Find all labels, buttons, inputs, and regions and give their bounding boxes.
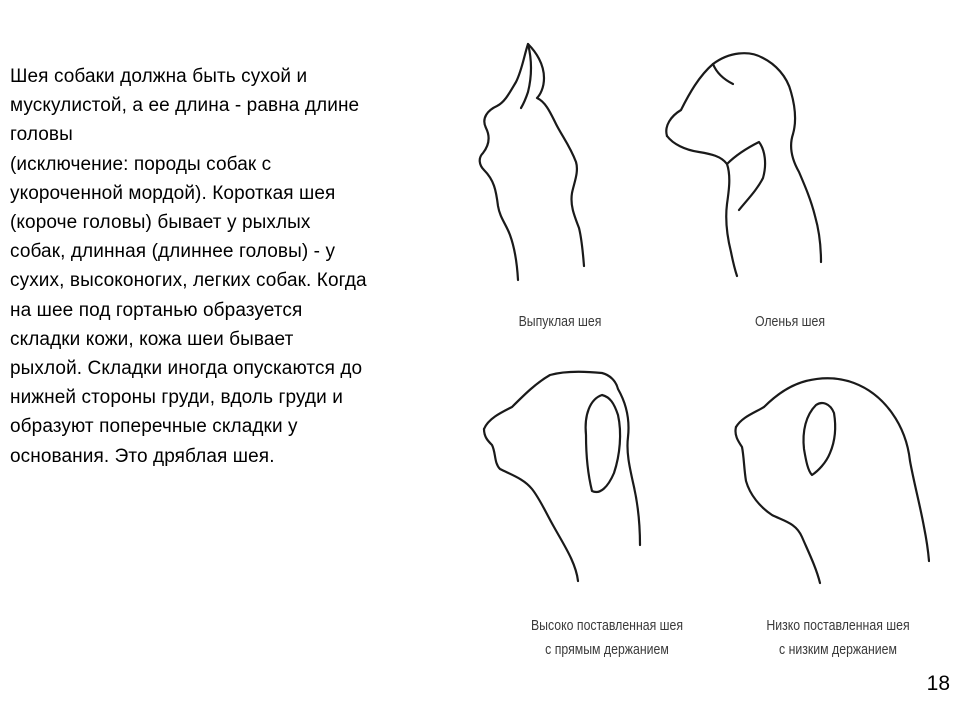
caption-line: с низким держанием xyxy=(779,641,897,658)
deer-neck-caption xyxy=(716,310,864,334)
text-line: (короче головы) бывает у рыхлых xyxy=(10,212,311,234)
caption-line: Низко поставленная шея xyxy=(766,617,910,634)
deer-neck-illustration xyxy=(655,40,825,280)
text-line: мускулистой, а ее длина - равна длине xyxy=(10,95,360,117)
text-line: укороченной мордой). Короткая шея xyxy=(10,182,336,204)
high-set-neck-caption xyxy=(517,614,697,662)
low-set-neck-caption xyxy=(748,614,928,662)
text-line: сухих, высоконогих, легких собак. Когда xyxy=(10,270,367,292)
text-line: (исключение: породы собак с xyxy=(10,153,272,175)
text-line: складки кожи, кожа шеи бывает xyxy=(10,328,294,350)
high-set-neck-illustration xyxy=(478,365,643,587)
text-line: образуют поперечные складки у xyxy=(10,416,298,438)
text-line: собак, длинная (длиннее головы) - у xyxy=(10,241,336,263)
page-number: 18 xyxy=(926,672,950,695)
caption-line: Выпуклая шея xyxy=(518,313,602,330)
dog-head-outline-icon xyxy=(655,40,825,280)
text-line: головы xyxy=(10,124,73,146)
convex-neck-illustration xyxy=(470,40,600,290)
caption-line: с прямым держанием xyxy=(545,641,669,658)
text-line: рыхлой. Складки иногда опускаются до xyxy=(10,358,363,380)
dog-head-outline-icon xyxy=(470,40,600,290)
dog-head-outline-icon xyxy=(478,365,643,587)
text-line: Шея собаки должна быть сухой и xyxy=(10,66,308,87)
low-set-neck-illustration xyxy=(730,365,930,587)
description-text xyxy=(10,62,425,471)
caption-line: Оленья шея xyxy=(754,313,826,330)
text-line: на шее под гортанью образуется xyxy=(10,299,303,321)
text-line: нижней стороны груди, вдоль груди и xyxy=(10,387,343,409)
dog-head-outline-icon xyxy=(730,365,930,587)
convex-neck-caption xyxy=(486,310,634,334)
text-line: основания. Это дряблая шея. xyxy=(10,445,275,467)
caption-line: Высоко поставленная шея xyxy=(530,617,684,634)
